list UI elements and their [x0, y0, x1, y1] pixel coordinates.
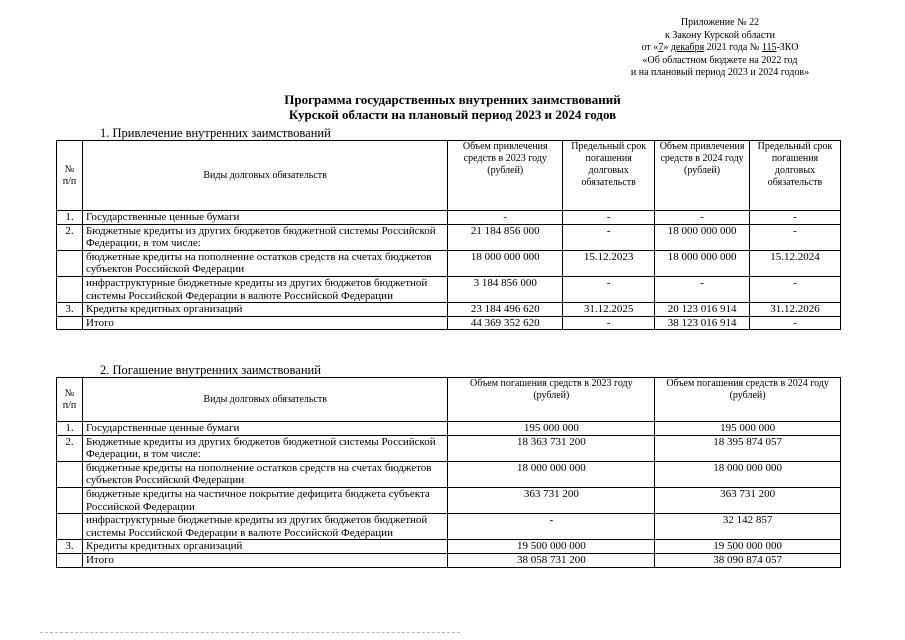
row-vol-2023: 363 731 200 — [448, 487, 655, 513]
row-term-2023: - — [563, 276, 655, 302]
row-num — [57, 514, 83, 540]
borrowing-table — [56, 140, 841, 330]
page-bottom-divider — [40, 632, 460, 635]
table-row — [57, 461, 841, 487]
row-type: бюджетные кредиты на пополнение остатков средств на счетах бюджетов субъектов Российской Федерации — [82, 250, 447, 276]
row-num — [57, 276, 83, 302]
row-num: 3. — [57, 540, 83, 554]
header-num: № п/п — [57, 141, 83, 211]
row-vol-2024: 19 500 000 000 — [655, 540, 841, 554]
row-vol-2023: 38 058 731 200 — [448, 553, 655, 567]
row-term-2024: 31.12.2026 — [750, 303, 841, 317]
row-type: инфраструктурные бюджетные кредиты из других бюджетов бюджетной системы Российской Федерации в валюте Российской Федерации — [82, 514, 448, 540]
row-term-2024: - — [750, 316, 841, 330]
row-vol-2024: - — [655, 276, 750, 302]
table-header-row — [57, 378, 841, 422]
header-type: Виды долговых обязательств — [82, 141, 447, 211]
appendix-block — [590, 17, 850, 80]
table-row — [57, 303, 841, 317]
header-vol-2024: Объем погашения средств в 2024 году (рублей) — [655, 378, 841, 422]
header-vol-2024: Объем привлечения средств в 2024 году (рублей) — [655, 141, 750, 211]
row-term-2024: 15.12.2024 — [750, 250, 841, 276]
table-row — [57, 224, 841, 250]
table-row — [57, 250, 841, 276]
row-vol-2024: 18 395 874 057 — [655, 435, 841, 461]
row-num — [57, 487, 83, 513]
row-type: Государственные ценные бумаги — [82, 211, 447, 225]
row-num — [57, 553, 83, 567]
table-row-total — [57, 553, 841, 567]
appendix-line-5: и на плановый период 2023 и 2024 годов» — [630, 67, 810, 79]
appendix-day: 7 — [658, 42, 664, 54]
row-vol-2024: 38 123 016 914 — [655, 316, 750, 330]
appendix-line-3-pre: от « — [641, 42, 659, 54]
row-num: 3. — [57, 303, 83, 317]
header-vol-2023: Объем привлечения средств в 2023 году (рублей) — [448, 141, 563, 211]
table-row — [57, 487, 841, 513]
appendix-month: декабря — [670, 42, 705, 54]
row-num — [57, 250, 83, 276]
row-type: Бюджетные кредиты из других бюджетов бюджетной системы Российской Федерации, в том числе: — [82, 435, 448, 461]
row-term-2023: - — [563, 316, 655, 330]
row-type: инфраструктурные бюджетные кредиты из других бюджетов бюджетной системы Российской Федерации в валюте Российской Федерации — [82, 276, 447, 302]
row-vol-2024: 20 123 016 914 — [655, 303, 750, 317]
row-vol-2023: - — [448, 211, 563, 225]
row-term-2023: 15.12.2023 — [563, 250, 655, 276]
table-header-row — [57, 141, 841, 211]
row-num: 2. — [57, 435, 83, 461]
repayment-table — [56, 377, 841, 568]
row-vol-2023: 18 000 000 000 — [448, 250, 563, 276]
row-vol-2024: 18 000 000 000 — [655, 250, 750, 276]
row-type: Бюджетные кредиты из других бюджетов бюджетной системы Российской Федерации, в том числе: — [82, 224, 447, 250]
appendix-line-1: Приложение № 22 — [680, 17, 760, 28]
row-vol-2023: 18 000 000 000 — [448, 461, 655, 487]
row-num — [57, 461, 83, 487]
row-type: Кредиты кредитных организаций — [82, 540, 448, 554]
title-line-2: Курской области на плановый период 2023 и 2024 годов — [288, 106, 617, 122]
appendix-line-2: к Закону Курской области — [665, 29, 775, 41]
row-term-2024: - — [750, 211, 841, 225]
row-vol-2024: 363 731 200 — [655, 487, 841, 513]
row-vol-2024: 195 000 000 — [655, 422, 841, 436]
row-term-2023: 31.12.2025 — [563, 303, 655, 317]
row-vol-2023: 44 369 352 620 — [448, 316, 563, 330]
row-type: бюджетные кредиты на пополнение остатков средств на счетах бюджетов субъектов Российской Федерации — [82, 461, 448, 487]
table-row — [57, 540, 841, 554]
row-vol-2023: 21 184 856 000 — [448, 224, 563, 250]
table-row — [57, 422, 841, 436]
row-type: Кредиты кредитных организаций — [82, 303, 447, 317]
row-num: 1. — [57, 211, 83, 225]
row-type: Итого — [82, 316, 447, 330]
row-num: 1. — [57, 422, 83, 436]
row-type: Итого — [82, 553, 448, 567]
row-vol-2023: - — [448, 514, 655, 540]
header-term-2023: Предельный срок погашения долговых обязательств — [563, 141, 655, 211]
section-1-heading: 1. Привлечение внутренних заимствований — [100, 126, 331, 140]
row-type: Государственные ценные бумаги — [82, 422, 448, 436]
row-term-2024: - — [750, 276, 841, 302]
table-row — [57, 435, 841, 461]
header-term-2024: Предельный срок погашения долговых обязательств — [750, 141, 841, 211]
appendix-line-3 — [590, 42, 850, 55]
header-vol-2023: Объем погашения средств в 2023 году (рублей) — [448, 378, 655, 422]
row-vol-2023: 195 000 000 — [448, 422, 655, 436]
row-vol-2024: 38 090 874 057 — [655, 553, 841, 567]
row-term-2023: - — [563, 211, 655, 225]
row-num — [57, 316, 83, 330]
row-num: 2. — [57, 224, 83, 250]
appendix-line-3-post: -ЗКО — [776, 42, 799, 54]
header-num: № п/п — [57, 378, 83, 422]
row-term-2024: - — [750, 224, 841, 250]
appendix-law-number: 115 — [761, 42, 777, 54]
table-row — [57, 211, 841, 225]
appendix-line-3-mid2: 2021 года № — [704, 42, 762, 54]
table-row-total — [57, 316, 841, 330]
row-vol-2023: 3 184 856 000 — [448, 276, 563, 302]
document-title — [0, 93, 905, 122]
table-row — [57, 514, 841, 540]
header-type: Виды долговых обязательств — [82, 378, 448, 422]
row-term-2023: - — [563, 224, 655, 250]
row-vol-2024: - — [655, 211, 750, 225]
row-vol-2024: 18 000 000 000 — [655, 224, 750, 250]
table-row — [57, 276, 841, 302]
row-vol-2023: 19 500 000 000 — [448, 540, 655, 554]
title-line-1: Программа государственных внутренних заимствований — [284, 92, 621, 107]
section-2-heading: 2. Погашение внутренних заимствований — [100, 363, 321, 377]
row-vol-2023: 23 184 496 620 — [448, 303, 563, 317]
row-vol-2024: 18 000 000 000 — [655, 461, 841, 487]
row-vol-2023: 18 363 731 200 — [448, 435, 655, 461]
appendix-line-4: «Об областном бюджете на 2022 год — [642, 54, 798, 66]
row-vol-2024: 32 142 857 — [655, 514, 841, 540]
row-type: бюджетные кредиты на частичное покрытие дефицита бюджета субъекта Российской Федерации — [82, 487, 448, 513]
appendix-line-3-mid: » — [663, 42, 671, 54]
